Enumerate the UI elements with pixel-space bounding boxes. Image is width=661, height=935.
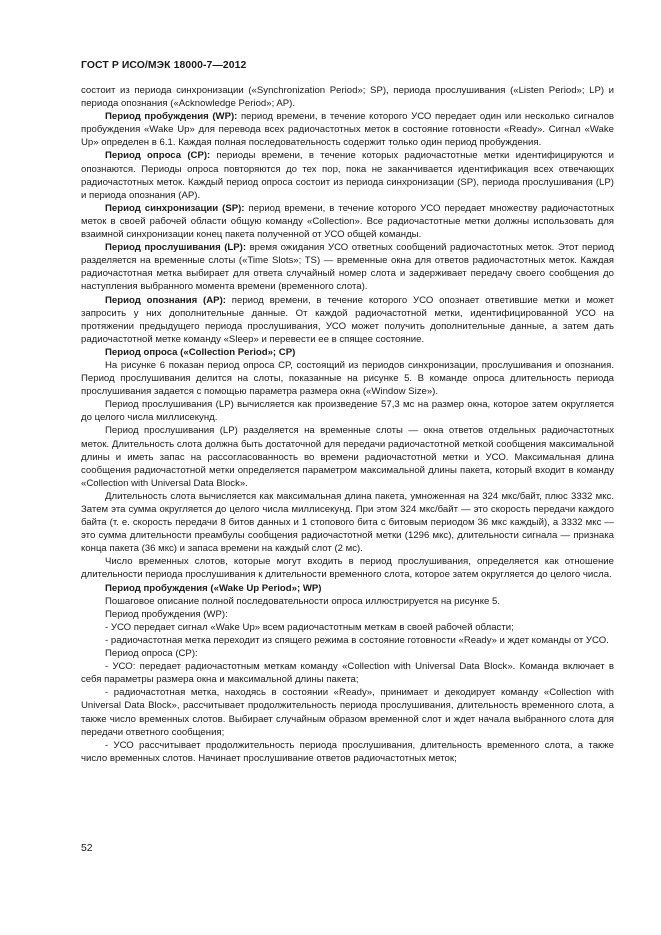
paragraph-text: период времени, в течение которого УСО передает множеству радиочастотных меток в своей рабочей области общую команду «Collection». Все радиочастотные метки должны использовать для взаимной синхронизации конец пакета полученной от УСО общей команды. bbox=[81, 202, 614, 241]
paragraph-text: Период прослушивания (LP) разделяется на временные слоты — окна ответов отдельных радиочастотных меток. Длительность слота должна быть достаточной для передачи радиочастотной меткой сообщения максимальной длины и иметь запас на рассогласованность во времени радиочастотной метки и УСО. Максимальная длина сообщения радиочастотной метки определяется параметром максимальной длины пакета, который входит в команду «Collection with Universal Data Block». bbox=[81, 425, 614, 489]
page-number: 52 bbox=[81, 843, 93, 854]
paragraph bbox=[81, 202, 614, 241]
paragraph-text: периоды времени, в течение которых радиочастотные метки идентифицируются и опознаются. Периоды опроса повторяются до тех пор, пока не заканчивается идентификация всех отвечающих радиочастотных меток. Каждый период опроса состоит из периода синхронизации (SP), периода прослушивания (LP) и периода опознания (AP). bbox=[81, 150, 614, 201]
paragraph bbox=[81, 595, 614, 608]
paragraph-text: период времени, в течение которого УСО опознает ответившие метки и может запросить у них дополнительные данные. От каждой радиочастотной метки, идентифицированной УСО на протяжении предыдущего периода прослушивания, УСО может получить дополнительные данные, а затем дать радиочастотной метке команду «Sleep» и перевести ее в спящее состояние. bbox=[81, 294, 614, 345]
paragraph-text: состоит из периода синхронизации («Synchronization Period»; SP), периода прослушивания («Listen Period»; LP) и периода опознания («Acknowledge Period»; AP). bbox=[81, 85, 614, 110]
paragraph bbox=[81, 739, 614, 765]
paragraph-text: Период пробуждения («Wake Up Period»; WP) bbox=[105, 582, 322, 594]
paragraph bbox=[81, 634, 614, 647]
paragraph bbox=[81, 294, 614, 346]
term-label: Период прослушивания (LP): bbox=[105, 242, 247, 254]
paragraph-text: Пошаговое описание полной последовательности опроса иллюстрируется на рисунке 5. bbox=[105, 595, 501, 607]
section-heading bbox=[81, 582, 614, 595]
paragraph bbox=[81, 660, 614, 686]
paragraph-text: Длительность слота вычисляется как максимальная длина пакета, умноженная на 324 мкс/байт, плюс 3332 мкс. Затем эта сумма округляется до целого числа миллисекунд. При этом 324 мкс/байт — это скорость передачи каждого байта (т. е. скорость передачи 8 битов данных и 1 стопового бита с битовым периодом 36 мкс каждый), а 3332 мкс — это сумма длительности преамбулы сообщения радиочастотной метки (1296 мкс), длительности сигнала — признака конца пакета (36 мкс) и запаса времени на каждый слот (2 мс). bbox=[81, 490, 614, 555]
paragraph-text: - УСО: передает радиочастотным меткам команду «Collection with Universal Data Block». Команда включает в себя параметры размера окна и максимальной длины пакета; bbox=[81, 661, 614, 686]
paragraph bbox=[81, 621, 614, 634]
paragraph bbox=[81, 84, 614, 110]
paragraph bbox=[81, 359, 614, 398]
paragraph bbox=[81, 241, 614, 293]
paragraph bbox=[81, 110, 614, 149]
term-label: Период опроса (CP): bbox=[105, 150, 211, 162]
paragraph bbox=[81, 608, 614, 621]
paragraph bbox=[81, 149, 614, 201]
paragraph-text: - радиочастотная метка переходит из спящего режима в состояние готовности «Ready» и ждет команды от УСО. bbox=[105, 634, 609, 646]
paragraph-text: Период опроса (CP): bbox=[105, 648, 198, 660]
paragraph bbox=[81, 424, 614, 489]
term-label: Период синхронизации (SP): bbox=[105, 202, 245, 214]
page-header: ГОСТ Р ИСО/МЭК 18000-7—2012 bbox=[81, 60, 247, 71]
paragraph bbox=[81, 398, 614, 424]
paragraph-text: Период пробуждения (WP): bbox=[105, 608, 228, 620]
paragraph bbox=[81, 555, 614, 581]
paragraph-text: - радиочастотная метка, находясь в состоянии «Ready», принимает и декодирует команду «Collection with Universal Data Block», рассчитывает продолжительность периода прослушивания, длительность временного слота, а также число временных слотов. Выбирает случайным образом временной слот и ждет начала выбранного слота для передачи ответного сообщения; bbox=[81, 687, 614, 738]
paragraph-text: время ожидания УСО ответных сообщений радиочастотных меток. Этот период разделяется на временные слоты («Time Slots»; TS) — временные окна для ответов радиочастотных меток. Каждая радиочастотная метка выбирает для ответа случайный номер слота и задерживает передачу своего сообщения до наступления выбранного момента времени (временного слота). bbox=[81, 242, 614, 293]
paragraph-text: На рисунке 6 показан период опроса CP, состоящий из периодов синхронизации, прослушивания и опознания. Период прослушивания делится на слоты, показанные на рисунке 5. В команде опроса длительность периода прослушивания задается с помощью параметра размера окна («Window Size»). bbox=[81, 359, 614, 398]
paragraph bbox=[81, 686, 614, 738]
paragraph-text: период времени, в течение которого УСО передает один или несколько сигналов пробуждения «Wake Up» для перевода всех радиочастотных меток в состояние готовности «Ready». Сигнал «Wake Up» определен в 6.1. Каждая полная последовательность содержит только один период пробуждения. bbox=[81, 111, 614, 149]
term-label: Период опознания (AP): bbox=[105, 294, 226, 306]
term-label: Период пробуждения (WP): bbox=[105, 111, 238, 123]
paragraph-text: - УСО рассчитывает продолжительность периода прослушивания, длительность временного слота, а также число временных слотов. Начинает прослушивание ответов радиочастотных меток; bbox=[81, 739, 614, 764]
document-body bbox=[81, 84, 614, 765]
paragraph-text: Период прослушивания (LP) вычисляется как произведение 57,3 мс на размер окна, которое затем округляется до целого числа миллисекунд. bbox=[81, 399, 614, 424]
section-heading bbox=[81, 346, 614, 359]
paragraph-text: Период опроса («Collection Period»; CP) bbox=[105, 346, 296, 358]
paragraph-text: Число временных слотов, которые могут входить в период прослушивания, определяется как отношение длительности периода прослушивания к длительности временного слота, которое затем округляется до целого числа. bbox=[81, 556, 614, 581]
paragraph bbox=[81, 490, 614, 555]
paragraph bbox=[81, 647, 614, 660]
paragraph-text: - УСО передает сигнал «Wake Up» всем радиочастотным меткам в своей рабочей области; bbox=[105, 621, 514, 633]
